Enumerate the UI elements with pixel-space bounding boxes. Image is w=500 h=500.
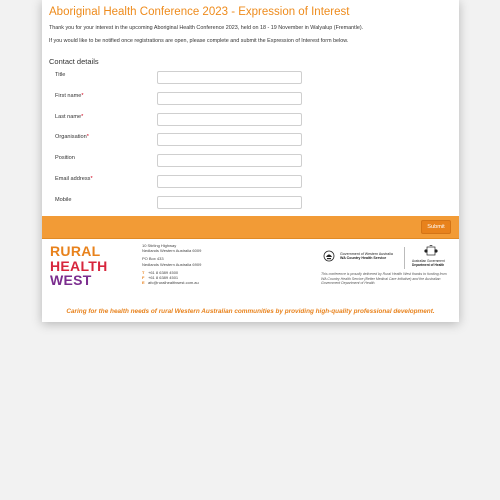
po-suburb: Nedlands Western Australia 6909 (142, 261, 202, 267)
govt-wa-line2: WA Country Health Service (340, 256, 387, 261)
required-marker: * (90, 176, 93, 182)
email-key: E (142, 280, 145, 286)
aus-crest-icon (424, 245, 438, 257)
submit-bar (42, 216, 459, 239)
wa-crest-icon (322, 249, 336, 263)
logo-line-west: WEST (50, 272, 92, 288)
govt-wa-line1: Government of Western Australia (340, 252, 393, 256)
aus-gov-line2: Department of Health (412, 263, 445, 267)
page-sheet (42, 0, 459, 322)
page-title: Aboriginal Health Conference 2023 - Expression of Interest (49, 6, 350, 18)
mobile-label: Mobile (55, 197, 72, 203)
organisation-input[interactable] (157, 133, 302, 146)
phone-key: T (142, 269, 145, 275)
required-marker: * (86, 134, 89, 140)
instructions-text: If you would like to be notified once registrations are open, please complete and submit the Expression of Interest form below. (49, 38, 349, 44)
position-input[interactable] (157, 154, 302, 167)
first-name-input[interactable] (157, 92, 302, 105)
footer-tagline: Caring for the health needs of rural Western Australian communities by providing high-quality professional development. (66, 308, 435, 315)
logo-divider (404, 247, 405, 269)
eoi-form (42, 0, 459, 216)
footer (42, 239, 459, 322)
logo-line-health: HEALTH (50, 257, 108, 274)
govt-wa-logo (322, 249, 397, 265)
funding-disclaimer: This conference is proudly delivered by Rural Health West thanks to funding from WA Country Health Service (Better Medical Care Initiative) and the Australian Government Department of Health. (321, 272, 447, 286)
section-title-contact-details: Contact details (49, 57, 99, 66)
title-label: Title (55, 72, 66, 78)
position-label: Position (55, 155, 75, 161)
organisation-label: Organisation* (55, 134, 89, 140)
aus-gov-logo (412, 245, 452, 273)
last-name-label: Last name* (55, 114, 84, 120)
phone-number: +61 8 6389 4500 (148, 269, 179, 275)
title-input[interactable] (157, 71, 302, 84)
fax-key: F (142, 275, 145, 281)
submit-button[interactable]: Submit (421, 220, 451, 234)
rural-health-west-logo (50, 244, 130, 288)
fax-number: +61 8 6389 4501 (148, 275, 179, 281)
address-block (142, 243, 201, 285)
aus-gov-line1: Australian Government (412, 259, 445, 263)
required-marker: * (81, 114, 84, 120)
email-field[interactable] (157, 175, 302, 188)
last-name-input[interactable] (157, 113, 302, 126)
logo-line-rural: RURAL (50, 243, 101, 259)
po-box: PO Box 433 (142, 256, 164, 262)
email-row (142, 280, 201, 285)
street-suburb: Nedlands Western Australia 6009 (142, 248, 202, 254)
first-name-label: First name* (55, 93, 84, 99)
govt-wa-text (340, 252, 393, 261)
intro-text: Thank you for your interest in the upcoming Aboriginal Health Conference 2023, held on 18 - 19 November in Walyalup (Fremantle). (49, 25, 364, 31)
required-marker: * (81, 93, 84, 99)
email-link[interactable]: afc@ruralhealthwest.com.au (148, 280, 199, 286)
email-address-label: Email address* (55, 176, 93, 182)
mobile-input[interactable] (157, 196, 302, 209)
street-address: 10 Stirling Highway (142, 243, 177, 248)
aus-gov-text (412, 259, 452, 267)
